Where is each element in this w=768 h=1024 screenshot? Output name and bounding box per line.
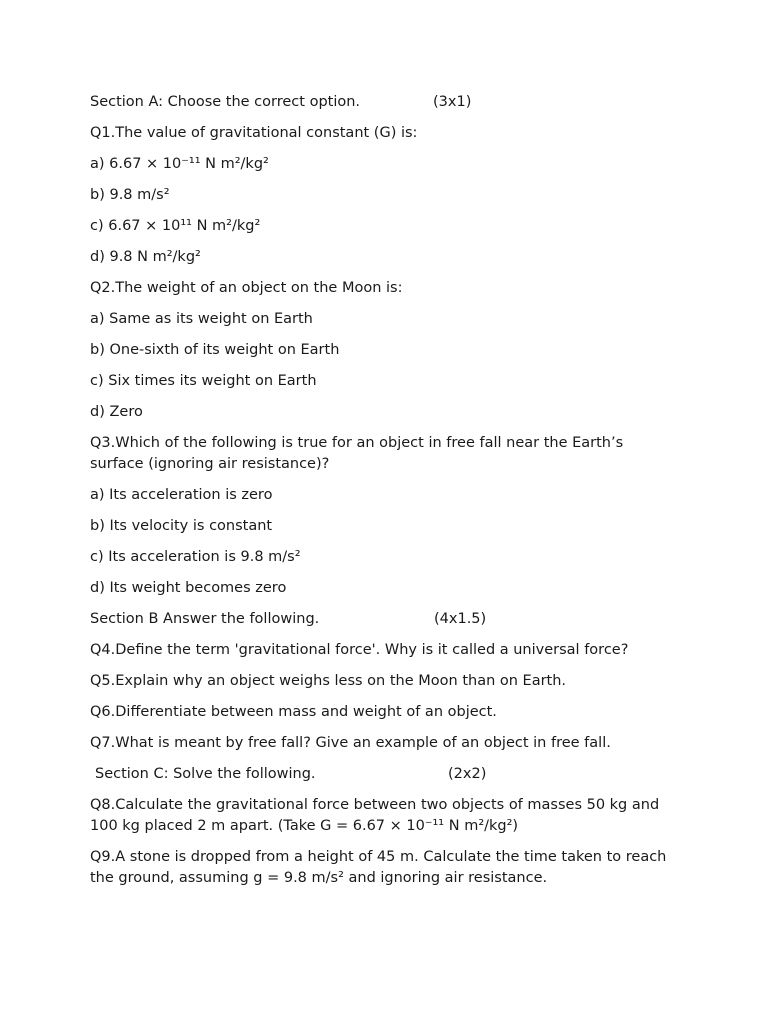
q7-question: Q7.What is meant by free fall? Give an example of an object in free fall. [90,735,611,751]
q3-question: Q3.Which of the following is true for an object in free fall near the Earth’s surface (ignoring air resistance)? [90,435,624,472]
q2-option-b: b) One-sixth of its weight on Earth [90,342,340,358]
section-b-marks: (4x1.5) [434,611,487,627]
q3-option-c: c) Its acceleration is 9.8 m/s² [90,549,301,565]
q2-question: Q2.The weight of an object on the Moon is: [90,280,403,296]
q1-option-a: a) 6.67 × 10⁻¹¹ N m²/kg² [90,156,269,172]
q2-option-d: d) Zero [90,404,143,420]
q3-option-b: b) Its velocity is constant [90,518,273,534]
q8-question: Q8.Calculate the gravitational force between two objects of masses 50 kg and 100 kg placed 2 m apart. (Take G = 6.67 × 10⁻¹¹ N m²/kg²) [90,797,660,834]
q3-option-d: d) Its weight becomes zero [90,580,287,596]
section-b-title: Section B Answer the following. [90,611,320,627]
section-c-title: Section C: Solve the following. [95,766,316,782]
q4-question: Q4.Define the term 'gravitational force'. Why is it called a universal force? [90,642,629,658]
section-c-marks: (2x2) [448,766,487,782]
section-a-header [90,92,670,113]
q2-option-a: a) Same as its weight on Earth [90,311,313,327]
q2-option-c: c) Six times its weight on Earth [90,373,317,389]
q9-question: Q9.A stone is dropped from a height of 45 m. Calculate the time taken to reach the ground, assuming g = 9.8 m/s² and ignoring air resistance. [90,849,667,886]
section-a-title: Section A: Choose the correct option. [90,94,361,110]
section-b-header [90,609,670,630]
q3-option-a: a) Its acceleration is zero [90,487,273,503]
q1-option-d: d) 9.8 N m²/kg² [90,249,201,265]
q5-question: Q5.Explain why an object weighs less on the Moon than on Earth. [90,673,567,689]
q1-question: Q1.The value of gravitational constant (G) is: [90,125,418,141]
question-paper [90,92,670,899]
section-c-header [90,764,670,785]
q6-question: Q6.Differentiate between mass and weight of an object. [90,704,497,720]
q1-option-c: c) 6.67 × 10¹¹ N m²/kg² [90,218,261,234]
q1-option-b: b) 9.8 m/s² [90,187,170,203]
section-a-marks: (3x1) [433,94,472,110]
